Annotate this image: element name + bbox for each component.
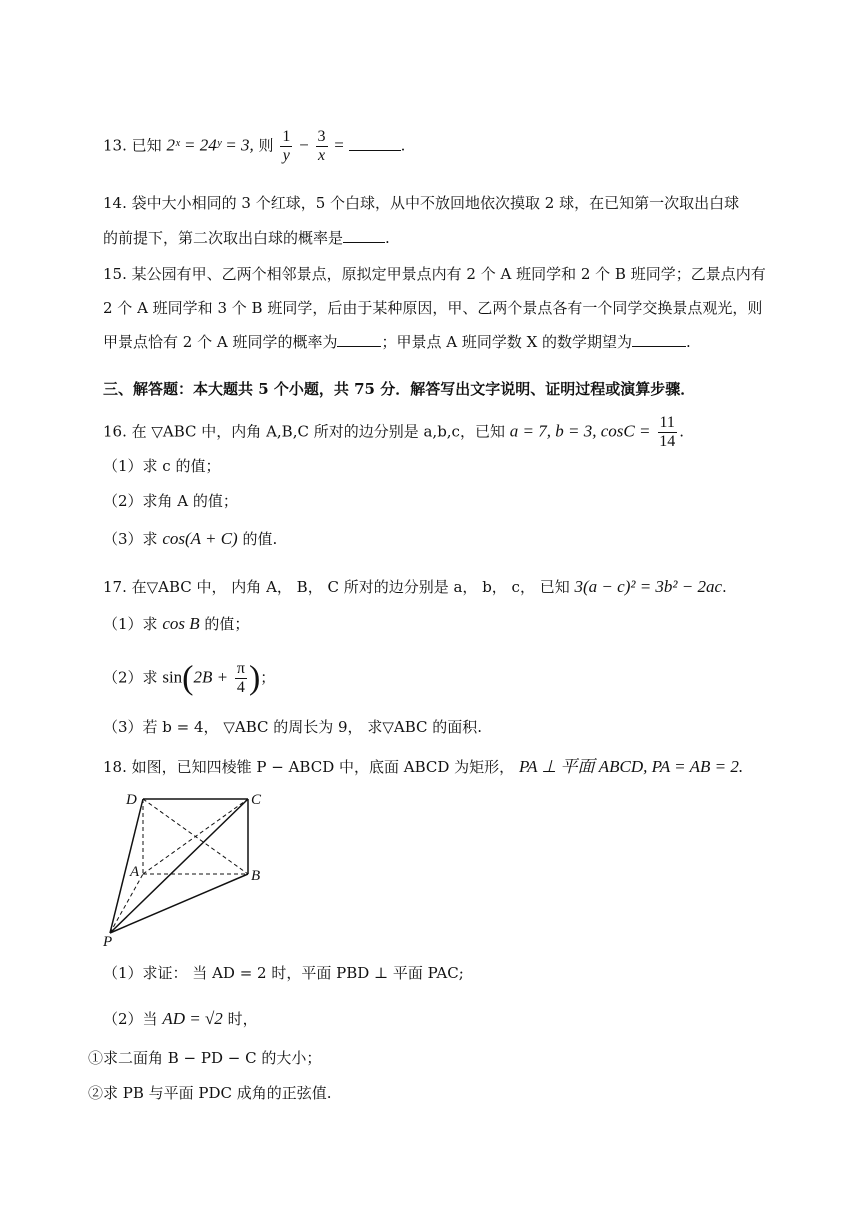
q17-left-paren: ( (182, 659, 194, 697)
q13-number: 13. (103, 136, 127, 155)
label-A: A (130, 864, 140, 880)
q15-answer-blank-1[interactable] (337, 332, 381, 347)
q14-answer-blank[interactable] (343, 228, 385, 243)
q16-part2: （2）求角 A 的值； (103, 492, 238, 510)
q17-part2-suffix: ； (260, 668, 276, 687)
q16-stem (103, 414, 684, 451)
q13-minus: − (299, 135, 309, 155)
edge-PB (110, 874, 248, 933)
q18-stem (103, 756, 743, 778)
section-3-heading: 三、解答题：本大题共 5 个小题，共 75 分．解答写出文字说明、证明过程或演算步骤． (103, 380, 696, 398)
q16-end: . (679, 422, 684, 441)
q15-line2: 2 个 A 班同学和 3 个 B 班同学，后由于某种原因，甲、乙两个景点各有一个同学交换景点观光，则 (103, 299, 763, 317)
q15-line1: 15. 某公园有甲、乙两个相邻景点，原拟定甲景点内有 2 个 A 班同学和 2 个 B 班同学；乙景点内有 (103, 265, 766, 283)
q16-part3-prefix: （3）求 (103, 530, 158, 548)
q16-stem-text: 16. 在 ▽ABC 中，内角 A,B,C 所对的边分别是 a,b,c，已知 (103, 422, 505, 441)
q15-line3-part1: 甲景点恰有 2 个 A 班同学的概率为 (103, 333, 338, 351)
q18-part2-suffix: 时， (227, 1010, 258, 1028)
q17-stem-text: 17. 在▽ABC 中， 内角 A， B， C 所对的边分别是 a， b， c， 已知 (103, 578, 570, 596)
pyramid-figure (100, 785, 280, 950)
q13-frac1-num: 1 (282, 128, 291, 145)
q17-given: 3(a − c)² = 3b² − 2ac (574, 577, 723, 596)
q16-frac (657, 414, 677, 451)
q15-end: . (686, 333, 691, 351)
edge-PA (110, 874, 143, 933)
q17-frac-den: 4 (236, 679, 245, 696)
q17-right-paren: ) (248, 659, 261, 697)
q13-answer-blank[interactable] (349, 136, 401, 151)
q13-frac2-den: x (317, 147, 326, 164)
q17-part1-prefix: （1）求 (103, 615, 158, 633)
q16-given: a = 7, b = 3, cosC = (509, 421, 651, 441)
q13-frac2 (316, 128, 328, 165)
q16-part3-suffix: 的值. (242, 530, 278, 548)
q17-end: . (722, 578, 727, 596)
q13-frac1 (280, 128, 292, 165)
q13-frac1-den: y (282, 147, 290, 164)
q13-frac2-num: 3 (317, 128, 326, 145)
q17-part2-expr: 2B + (193, 667, 229, 687)
q16-part3-expr: cos(A + C) (162, 529, 238, 548)
q16-part3 (103, 528, 277, 550)
q18-subpart2: ②求 PB 与平面 PDC 成角的正弦值. (88, 1084, 332, 1102)
q18-part2 (103, 1008, 258, 1030)
q17-part2-prefix: （2）求 (103, 668, 158, 687)
q18-part1: （1）求证： 当 AD = 2 时，平面 PBD ⊥ 平面 PAC; (103, 964, 464, 982)
label-C: C (251, 792, 262, 808)
q13-equals: = (334, 135, 344, 155)
q13-equation: 2ˣ = 24ʸ = 3, (166, 135, 254, 155)
q17-frac-num: π (236, 660, 245, 677)
q15-line3-part2: ；甲景点 A 班同学数 X 的数学期望为 (381, 333, 633, 351)
q16-frac-num: 11 (659, 414, 675, 431)
q17-part2-sin: sin (162, 667, 183, 687)
q18-part2-expr: AD = √2 (162, 1009, 223, 1028)
q17-part3: （3）若 b = 4， ▽ABC 的周长为 9， 求▽ABC 的面积. (103, 718, 483, 736)
q14-line2-text: 的前提下，第二次取出白球的概率是 (103, 229, 344, 247)
q13-then: 则 (258, 136, 274, 155)
q18-part2-prefix: （2）当 (103, 1010, 158, 1028)
q18-given: PA ⊥ 平面 ABCD, PA = AB = 2. (518, 757, 744, 776)
q17-part1-expr: cos B (162, 614, 200, 633)
label-B: B (251, 868, 261, 884)
q17-part1 (103, 613, 249, 635)
label-D: D (126, 792, 137, 808)
q17-frac (235, 660, 247, 697)
q16-part1: （1）求 c 的值； (103, 457, 221, 475)
q14-line2 (103, 227, 390, 249)
q14-end: . (385, 229, 390, 247)
q16-frac-den: 14 (659, 433, 676, 450)
q13-end: . (400, 136, 406, 155)
label-P: P (103, 934, 113, 950)
q18-subpart1: ①求二面角 B − PD − C 的大小； (88, 1049, 322, 1067)
q18-stem-text: 18. 如图，已知四棱锥 P − ABCD 中，底面 ABCD 为矩形， (103, 758, 515, 776)
q15-answer-blank-2[interactable] (632, 332, 686, 347)
q15-line3 (103, 331, 691, 353)
q17-part2 (103, 660, 275, 697)
q13 (103, 128, 405, 165)
q17-part1-suffix: 的值； (204, 615, 250, 633)
q14-line1: 14. 袋中大小相同的 3 个红球，5 个白球，从中不放回地依次摸取 2 球，在已知第一次取出白球 (103, 194, 740, 212)
q13-prefix: 已知 (131, 136, 162, 155)
diagonal-DB (143, 799, 248, 874)
q17-stem (103, 576, 727, 598)
